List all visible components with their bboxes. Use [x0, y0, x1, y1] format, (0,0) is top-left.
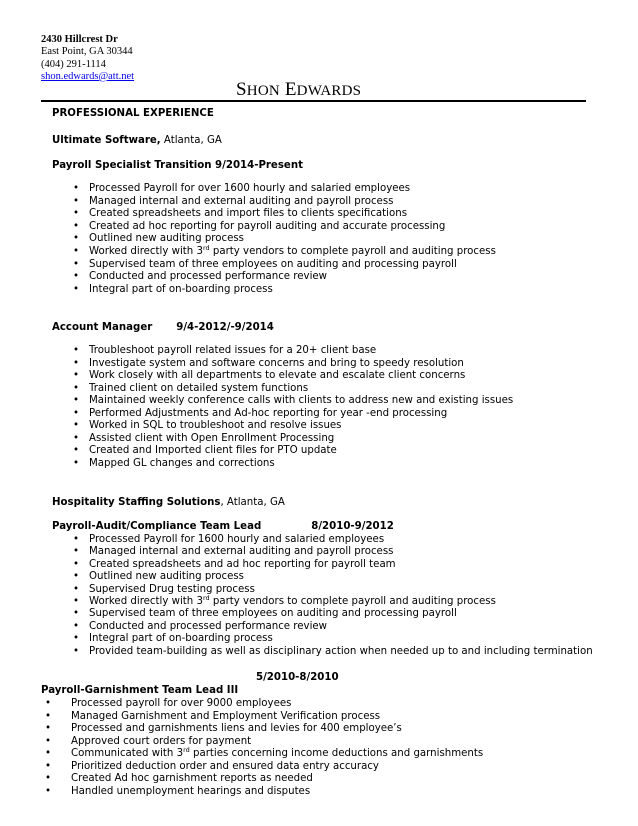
bullet-glyph: • [73, 283, 80, 295]
bullet-glyph: • [73, 357, 80, 369]
section-title: PROFESSIONAL EXPERIENCE [52, 108, 214, 119]
company-line-hospitality [52, 497, 285, 508]
bullet-glyph: • [73, 534, 80, 545]
list-item-text-main: Processed and garnishments liens and levies for 400 employee’s [71, 723, 402, 734]
bullet-glyph: • [73, 208, 80, 220]
bullet-glyph: • [73, 345, 80, 356]
list-item-text [89, 458, 275, 469]
list-item-text [89, 383, 308, 394]
bullet-glyph: • [45, 723, 52, 734]
list-item-text [89, 420, 342, 431]
job-title-audit-lead [52, 521, 394, 532]
list-item-text-main: Managed Garnishment and Employment Verification process [71, 710, 381, 722]
bullet-glyph: • [45, 773, 52, 784]
bullet-glyph: • [73, 220, 80, 232]
name-last-rest: DWARDS [296, 83, 362, 99]
list-item-text [89, 233, 244, 244]
list-item-text-rest: party vendors to complete payroll and auditing process [209, 246, 496, 257]
list-item-text-main: Integral part of on-boarding process [89, 283, 273, 295]
job-dates: 8/2010-9/2012 [311, 521, 394, 532]
name-first-initial: S [236, 79, 247, 100]
bullet-glyph: • [73, 633, 80, 645]
list-item-text [89, 284, 273, 295]
list-item-text [71, 723, 402, 734]
contact-street: 2430 Hillcrest Dr [41, 34, 118, 45]
list-item-text-main: Created spreadsheets and import files to clients specifications [89, 208, 408, 220]
list-item-text [71, 786, 310, 797]
bullet-glyph: • [73, 258, 80, 270]
list-item-text [89, 259, 457, 270]
bullet-glyph: • [73, 445, 80, 456]
bullet-glyph: • [73, 546, 80, 558]
job-title-garnishment-lead: Payroll-Garnishment Team Lead III [41, 685, 239, 696]
bullet-glyph: • [73, 271, 80, 283]
list-item-text-main: Created and Imported client files for PTO update [89, 445, 337, 456]
bullet-glyph: • [73, 608, 80, 620]
list-item-text-main: Performed Adjustments and Ad-hoc reporting for year -end processing [89, 407, 448, 419]
list-item-text-main: Investigate system and software concerns and bring to speedy resolution [89, 357, 464, 369]
bullet-glyph: • [73, 382, 80, 394]
list-item-text-main: Supervised Drug testing process [89, 583, 255, 595]
job-dates: 9/4-2012/-9/2014 [176, 322, 274, 333]
bullet-glyph: • [45, 760, 52, 772]
list-item-text-main: Managed internal and external auditing and payroll process [89, 195, 394, 207]
list-item-text-main: Mapped GL changes and corrections [89, 457, 275, 469]
bullet-glyph: • [73, 195, 80, 207]
bullet-glyph: • [73, 620, 80, 632]
contact-city: East Point, GA 30344 [41, 46, 133, 58]
bullet-glyph: • [45, 710, 52, 722]
list-item-text [89, 596, 496, 607]
list-item-text-main: Troubleshoot payroll related issues for a 20+ client base [89, 345, 377, 356]
bullet-glyph: • [73, 407, 80, 419]
list-item-text-main: Worked directly with 3 [89, 596, 203, 607]
list-item-text-main: Prioritized deduction order and ensured data entry accuracy [71, 760, 379, 772]
ordinal-suffix: rd [183, 746, 190, 754]
bullet-glyph: • [73, 233, 80, 245]
bullet-glyph: • [73, 583, 80, 595]
list-item-text-main: Handled unemployment hearings and disputes [71, 785, 311, 797]
list-item-text-main: Created ad hoc reporting for payroll auditing and accurate processing [89, 220, 446, 232]
list-item-text [89, 608, 457, 619]
contact-block [41, 34, 134, 83]
bullet-glyph: • [73, 183, 80, 194]
job-title-text: Payroll-Audit/Compliance Team Lead [52, 521, 262, 532]
ordinal-suffix: rd [202, 244, 210, 252]
list-item-text [89, 534, 384, 545]
list-item-text-main: Worked directly with 3 [89, 246, 203, 257]
contact-phone: (404) 291-1114 [41, 58, 106, 70]
list-item-text-main: Created Ad hoc garnishment reports as needed [71, 773, 313, 784]
bullet-glyph: • [73, 571, 80, 583]
bullet-glyph: • [73, 420, 80, 431]
list-item-text-main: Outlined new auditing process [89, 233, 244, 245]
list-item-text-main: Trained client on detailed system functions [89, 382, 309, 394]
list-item-text [89, 633, 273, 644]
company-name: Ultimate Software, [52, 135, 161, 146]
bullet-glyph: • [73, 558, 80, 570]
bullet-glyph: • [45, 698, 52, 709]
list-item-text [89, 196, 393, 207]
list-item-text-main: Supervised team of three employees on auditing and processing payroll [89, 258, 457, 270]
list-item-text [89, 208, 407, 219]
list-item-text [89, 271, 327, 282]
list-item-text-rest: parties concerning income deductions and garnishments [189, 748, 484, 759]
list-item-text [89, 246, 496, 257]
bullet-glyph: • [73, 432, 80, 444]
list-item-text [89, 345, 376, 356]
list-item-text-main: Processed Payroll for 1600 hourly and salaried employees [89, 534, 385, 545]
bullet-glyph: • [73, 596, 80, 607]
contact-email-link[interactable]: shon.edwards@att.net [41, 70, 135, 82]
list-item-text-main: Integral part of on-boarding process [89, 633, 273, 645]
list-item-text [71, 698, 291, 709]
bullet-glyph: • [73, 645, 80, 657]
list-item-text [71, 761, 379, 772]
list-item-text [89, 571, 244, 582]
list-item-text-main: Provided team-building as well as disciplinary action when needed up to and including termination [89, 645, 593, 657]
list-item-text [89, 183, 410, 194]
list-item-text-main: Outlined new auditing process [89, 571, 244, 583]
bullet-glyph: • [73, 395, 80, 406]
list-item-text-main: Processed Payroll for over 1600 hourly and salaried employees [89, 183, 411, 194]
list-item-text [89, 621, 327, 632]
list-item-text-main: Supervised team of three employees on auditing and processing payroll [89, 608, 457, 620]
ordinal-suffix: rd [202, 594, 210, 602]
list-item-text-main: Assisted client with Open Enrollment Processing [89, 432, 335, 444]
header-divider [41, 100, 586, 102]
list-item-text-main: Maintained weekly conference calls with clients to address new and existing issues [89, 395, 514, 406]
list-item-text [89, 559, 396, 570]
list-item-text [89, 221, 445, 232]
list-item-text [89, 433, 334, 444]
list-item-text-main: Approved court orders for payment [71, 735, 252, 747]
company-line-ultimate [52, 135, 222, 146]
list-item-text-rest: party vendors to complete payroll and auditing process [209, 596, 496, 607]
list-item-text-main: Created spreadsheets and ad hoc reporting for payroll team [89, 558, 396, 570]
list-item-text-main: Managed internal and external auditing and payroll process [89, 546, 394, 558]
list-item-text-main: Worked in SQL to troubleshoot and resolve issues [89, 420, 342, 431]
job-title-account-manager [52, 322, 274, 333]
company-location: Atlanta, GA [160, 135, 222, 146]
job-title-payroll-specialist: Payroll Specialist Transition 9/2014-Present [52, 160, 303, 171]
bullet-glyph: • [73, 246, 80, 257]
list-item-text [89, 358, 464, 369]
list-item-text [71, 748, 483, 759]
list-item-text [89, 445, 337, 456]
company-location: , Atlanta, GA [220, 497, 285, 508]
list-item-text-main: Conducted and processed performance review [89, 271, 327, 283]
bullet-glyph: • [45, 748, 52, 759]
bullet-glyph: • [73, 370, 80, 381]
list-item-text [71, 736, 251, 747]
list-item-text [89, 408, 447, 419]
list-item-text-main: Communicated with 3 [71, 748, 184, 759]
list-item-text [89, 395, 513, 406]
job-dates-garnishment: 5/2010-8/2010 [256, 672, 339, 683]
list-item-text [89, 646, 593, 657]
list-item-text [71, 711, 380, 722]
job-title-text: Account Manager [52, 322, 153, 333]
bullet-glyph: • [45, 735, 52, 747]
name-first-rest: HON [246, 83, 280, 99]
candidate-name [236, 79, 361, 101]
list-item-text [89, 584, 255, 595]
company-name: Hospitality Staffing Solutions [52, 497, 221, 508]
list-item-text-main: Processed payroll for over 9000 employees [71, 698, 292, 709]
bullet-glyph: • [73, 457, 80, 469]
list-item-text-main: Work closely with all departments to elevate and escalate client concerns [89, 370, 466, 381]
list-item-text [89, 370, 465, 381]
list-item-text [71, 773, 313, 784]
name-last-initial: E [284, 79, 297, 100]
bullet-glyph: • [45, 785, 52, 797]
list-item-text [89, 546, 393, 557]
list-item-text-main: Conducted and processed performance review [89, 620, 327, 632]
